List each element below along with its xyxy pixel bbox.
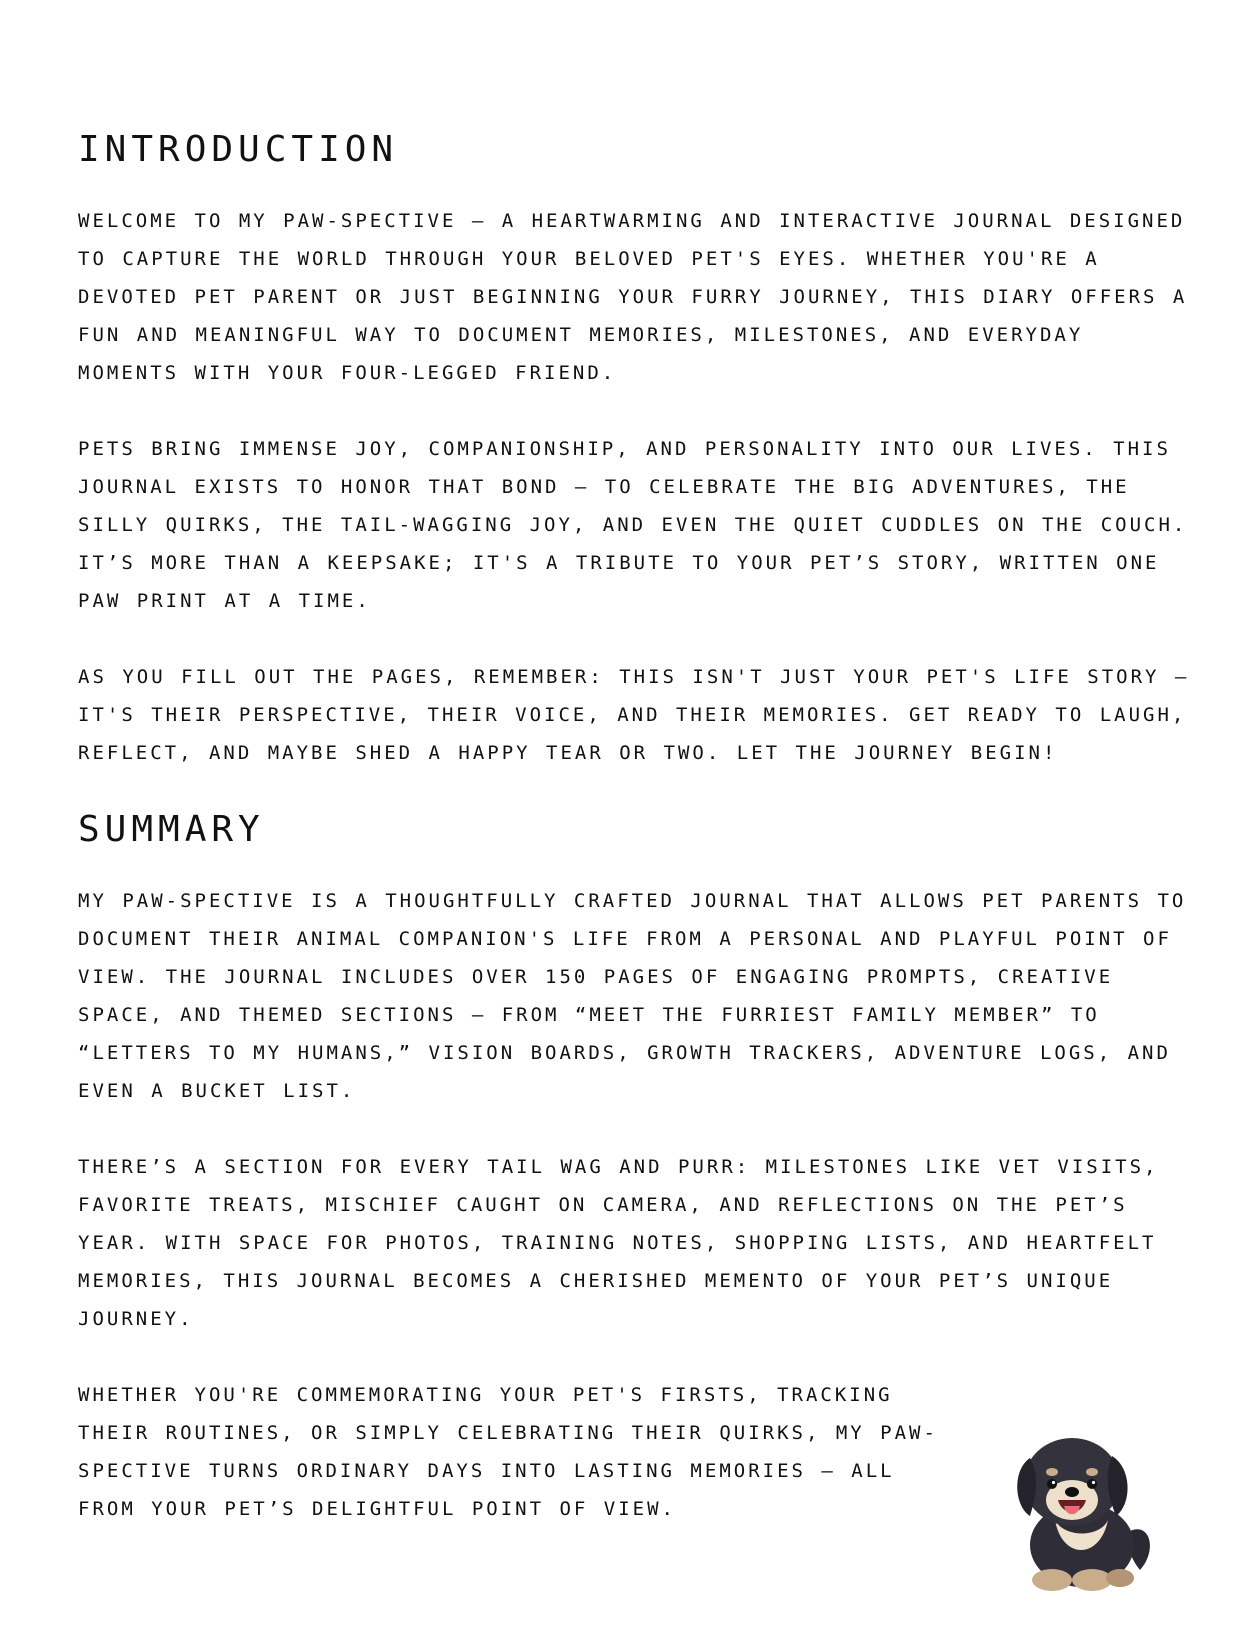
summary-heading: SUMMARY bbox=[78, 809, 265, 850]
document-page bbox=[78, 130, 1190, 1528]
intro-paragraph-3: AS YOU FILL OUT THE PAGES, REMEMBER: THIS ISN'T JUST YOUR PET'S LIFE STORY — IT'S THEIR PERSPECTIVE, THEIR VOICE, AND THEIR MEMORIES. GET READY TO LAUGH, REFLECT, AND MAYBE SHED A HAPPY TEAR OR TWO. LET THE JOURNEY BEGIN! bbox=[78, 666, 1190, 764]
summary-paragraph-3: WHETHER YOU'RE COMMEMORATING YOUR PET'S FIRSTS, TRACKING THEIR ROUTINES, OR SIMPLY CELEBRATING THEIR QUIRKS, MY PAW-SPECTIVE TURNS ORDINARY DAYS INTO LASTING MEMORIES — ALL FROM YOUR PET’S DELIGHTFUL POINT OF VIEW. bbox=[78, 1384, 938, 1520]
introduction-heading: INTRODUCTION bbox=[78, 129, 399, 170]
intro-paragraph-2: PETS BRING IMMENSE JOY, COMPANIONSHIP, AND PERSONALITY INTO OUR LIVES. THIS JOURNAL EXISTS TO HONOR THAT BOND — TO CELEBRATE THE BIG ADVENTURES, THE SILLY QUIRKS, THE TAIL-WAGGING JOY, AND EVEN THE QUIET CUDDLES ON THE COUCH. IT’S MORE THAN A KEEPSAKE; IT'S A TRIBUTE TO YOUR PET’S STORY, WRITTEN ONE PAW PRINT AT A TIME. bbox=[78, 438, 1188, 612]
intro-paragraph-1: WELCOME TO MY PAW-SPECTIVE — A HEARTWARMING AND INTERACTIVE JOURNAL DESIGNED TO CAPTURE THE WORLD THROUGH YOUR BELOVED PET'S EYES. WHETHER YOU'RE A DEVOTED PET PARENT OR JUST BEGINNING YOUR FURRY JOURNEY, THIS DIARY OFFERS A FUN AND MEANINGFUL WAY TO DOCUMENT MEMORIES, MILESTONES, AND EVERYDAY MOMENTS WITH YOUR FOUR-LEGGED FRIEND. bbox=[78, 210, 1188, 384]
dog-icon bbox=[1000, 1420, 1160, 1592]
summary-paragraph-2: THERE’S A SECTION FOR EVERY TAIL WAG AND PURR: MILESTONES LIKE VET VISITS, FAVORITE TREATS, MISCHIEF CAUGHT ON CAMERA, AND REFLECTIONS ON THE PET’S YEAR. WITH SPACE FOR PHOTOS, TRAINING NOTES, SHOPPING LISTS, AND HEARTFELT MEMORIES, THIS JOURNAL BECOMES A CHERISHED MEMENTO OF YOUR PET’S UNIQUE JOURNEY. bbox=[78, 1156, 1159, 1330]
summary-paragraph-1: MY PAW-SPECTIVE IS A THOUGHTFULLY CRAFTED JOURNAL THAT ALLOWS PET PARENTS TO DOCUMENT THEIR ANIMAL COMPANION'S LIFE FROM A PERSONAL AND PLAYFUL POINT OF VIEW. THE JOURNAL INCLUDES OVER 150 PAGES OF ENGAGING PROMPTS, CREATIVE SPACE, AND THEMED SECTIONS — FROM “MEET THE FURRIEST FAMILY MEMBER” TO “LETTERS TO MY HUMANS,” VISION BOARDS, GROWTH TRACKERS, ADVENTURE LOGS, AND EVEN A BUCKET LIST. bbox=[78, 890, 1187, 1102]
